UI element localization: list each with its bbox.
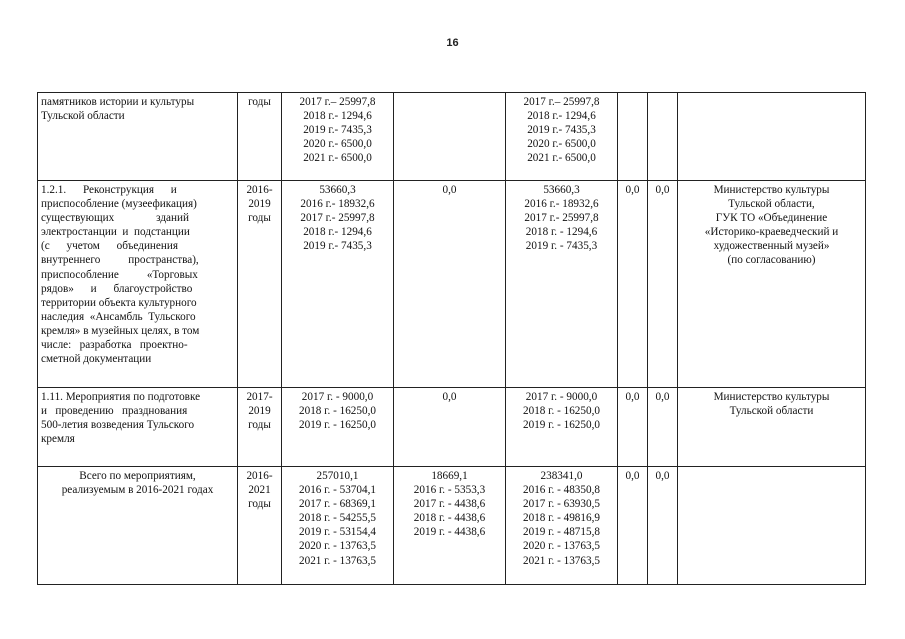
cell-line: (по согласованию)	[727, 254, 816, 267]
cell-col7	[648, 93, 678, 181]
cell-executor	[678, 93, 866, 181]
cell-event-name	[38, 467, 238, 585]
cell-col7: 0,0	[648, 181, 678, 388]
cell-line: 2020 г.- 6500,0	[303, 138, 372, 151]
cell-line: 0,0	[442, 184, 457, 196]
cell-event-name	[38, 388, 238, 467]
cell-event-name	[38, 93, 238, 181]
cell-event-name	[38, 181, 238, 388]
cell-total	[282, 93, 394, 181]
cell-line: 2019 г.- 7435,3	[527, 124, 596, 137]
cell-line: 2019	[248, 198, 271, 211]
cell-line: 2017 г.– 25997,8	[523, 96, 600, 108]
cell-line: 2016 г.- 18932,6	[524, 198, 599, 211]
cell-col6: 0,0	[618, 388, 648, 467]
cell-line: Тульской области,	[728, 198, 815, 211]
cell-executor	[678, 388, 866, 467]
cell-line: 2017 г. - 63930,5	[523, 498, 600, 511]
cell-line: 2019 г.- 7435,3	[303, 124, 372, 137]
cell-federal	[394, 388, 506, 467]
cell-line: 2021 г.- 6500,0	[303, 152, 372, 165]
cell-line: памятников истории и культуры	[41, 96, 195, 108]
cell-line: Тульской области	[41, 110, 125, 123]
cell-line: и проведению празднования	[41, 405, 188, 418]
cell-years	[238, 388, 282, 467]
cell-line: 2021 г. - 13763,5	[299, 554, 376, 567]
cell-line: 2017 г. - 68369,1	[299, 498, 376, 511]
cell-line: 2021 г. - 13763,5	[523, 554, 600, 567]
cell-col6: 0,0	[618, 467, 648, 585]
cell-line: 2017 г. - 9000,0	[525, 391, 598, 403]
cell-line: 2020 г. - 13763,5	[523, 540, 600, 553]
cell-regional	[506, 93, 618, 181]
cell-line: 238341,0	[540, 470, 583, 482]
cell-line: (с учетом объединения	[41, 240, 179, 253]
cell-line: 1.11. Мероприятия по подготовке	[41, 391, 201, 403]
cell-line: 2018 г. - 4438,6	[413, 512, 486, 525]
cell-line: 2016-	[246, 470, 273, 482]
cell-years	[238, 467, 282, 585]
cell-years	[238, 181, 282, 388]
cell-line: 2017 г.– 25997,8	[299, 96, 376, 108]
cell-line: годы	[248, 96, 271, 108]
cell-line: 2017 г. - 4438,6	[413, 498, 486, 511]
cell-line: приспособление (музеефикация)	[41, 198, 197, 211]
cell-line: 2020 г.- 6500,0	[527, 138, 596, 151]
cell-line: 2018 г. - 16250,0	[299, 405, 376, 418]
cell-line: 2018 г.- 1294,6	[527, 110, 596, 123]
cell-line: 2019 г. - 16250,0	[299, 419, 376, 432]
cell-line: наследия «Ансамбль Тульского	[41, 310, 196, 323]
cell-line: 2016 г. - 53704,1	[299, 484, 376, 497]
cell-line: Тульской области	[729, 405, 814, 418]
cell-line: 2017 г.- 25997,8	[300, 212, 375, 225]
cell-line: кремля» в музейных целях, в том	[41, 324, 200, 337]
cell-total	[282, 467, 394, 585]
cell-line: сметной документации	[41, 353, 152, 366]
cell-line: Министерство культуры	[713, 184, 830, 196]
cell-years	[238, 93, 282, 181]
cell-col7: 0,0	[648, 388, 678, 467]
cell-line: 2017 г.- 25997,8	[524, 212, 599, 225]
cell-line: 2019	[248, 405, 271, 418]
cell-line: существующих зданий	[41, 212, 189, 225]
cell-line: 2020 г. - 13763,5	[299, 540, 376, 553]
cell-total	[282, 181, 394, 388]
cell-line: числе: разработка проектно-	[41, 339, 188, 352]
cell-line: 53660,3	[319, 184, 356, 196]
cell-line: территории объекта культурного	[41, 296, 197, 309]
cell-line: 2016 г. - 48350,8	[523, 484, 600, 497]
cell-line: годы	[248, 498, 271, 511]
cell-line: приспособление «Торговых	[41, 268, 198, 281]
cell-line: 2019 г.- 7435,3	[303, 240, 372, 253]
table-row	[38, 388, 866, 467]
cell-line: кремля	[41, 433, 75, 446]
cell-line: электростанции и подстанции	[41, 226, 190, 239]
program-table	[37, 92, 866, 585]
cell-line: 18669,1	[431, 470, 468, 482]
cell-line: 1.2.1. Реконструкция и	[41, 184, 177, 196]
cell-line: 2019 г. - 7435,3	[525, 240, 598, 253]
cell-line: 2018 г. - 49816,9	[523, 512, 600, 525]
cell-line: 2018 г. - 54255,5	[299, 512, 376, 525]
cell-line: годы	[248, 419, 271, 432]
table-row	[38, 467, 866, 585]
cell-line: 2016 г.- 18932,6	[300, 198, 375, 211]
cell-regional	[506, 467, 618, 585]
cell-line: художественный музей»	[713, 240, 830, 253]
cell-line: 2018 г.- 1294,6	[303, 110, 372, 123]
cell-line: рядов» и благоустройство	[41, 282, 193, 295]
cell-line: «Историко-краеведческий и	[704, 226, 839, 239]
cell-line: 500-летия возведения Тульского	[41, 419, 195, 432]
cell-federal	[394, 93, 506, 181]
cell-line: годы	[248, 212, 271, 225]
cell-line: ГУК ТО «Объединение	[715, 212, 828, 225]
cell-line: 2016-	[246, 184, 273, 196]
cell-col6: 0,0	[618, 181, 648, 388]
cell-line: 2019 г. - 53154,4	[299, 526, 376, 539]
cell-line: 2019 г. - 48715,8	[523, 526, 600, 539]
page-number: 16	[446, 37, 459, 49]
cell-executor	[678, 181, 866, 388]
cell-line: внутреннего пространства),	[41, 254, 199, 267]
cell-line: 2018 г. - 1294,6	[525, 226, 598, 239]
cell-line: 2019 г. - 16250,0	[523, 419, 600, 432]
cell-federal	[394, 181, 506, 388]
cell-line: 53660,3	[543, 184, 580, 196]
cell-line: 2017 г. - 9000,0	[301, 391, 374, 403]
cell-total	[282, 388, 394, 467]
table-row	[38, 93, 866, 181]
cell-line: 2021 г.- 6500,0	[527, 152, 596, 165]
cell-line: 2019 г. - 4438,6	[413, 526, 486, 539]
cell-line: Всего по мероприятиям,	[79, 470, 196, 482]
cell-col7: 0,0	[648, 467, 678, 585]
cell-executor	[678, 467, 866, 585]
cell-line: 2018 г.- 1294,6	[303, 226, 372, 239]
cell-regional	[506, 181, 618, 388]
cell-line: Министерство культуры	[713, 391, 830, 403]
cell-regional	[506, 388, 618, 467]
cell-federal	[394, 467, 506, 585]
cell-line: 257010,1	[316, 470, 359, 482]
cell-col6	[618, 93, 648, 181]
cell-line: 2016 г. - 5353,3	[413, 484, 486, 497]
cell-line: 2018 г. - 16250,0	[523, 405, 600, 418]
table-row	[38, 181, 866, 388]
cell-line: 2017-	[246, 391, 273, 403]
cell-line: реализуемым в 2016-2021 годах	[61, 484, 214, 497]
cell-line: 0,0	[442, 391, 457, 403]
cell-line: 2021	[248, 484, 271, 497]
